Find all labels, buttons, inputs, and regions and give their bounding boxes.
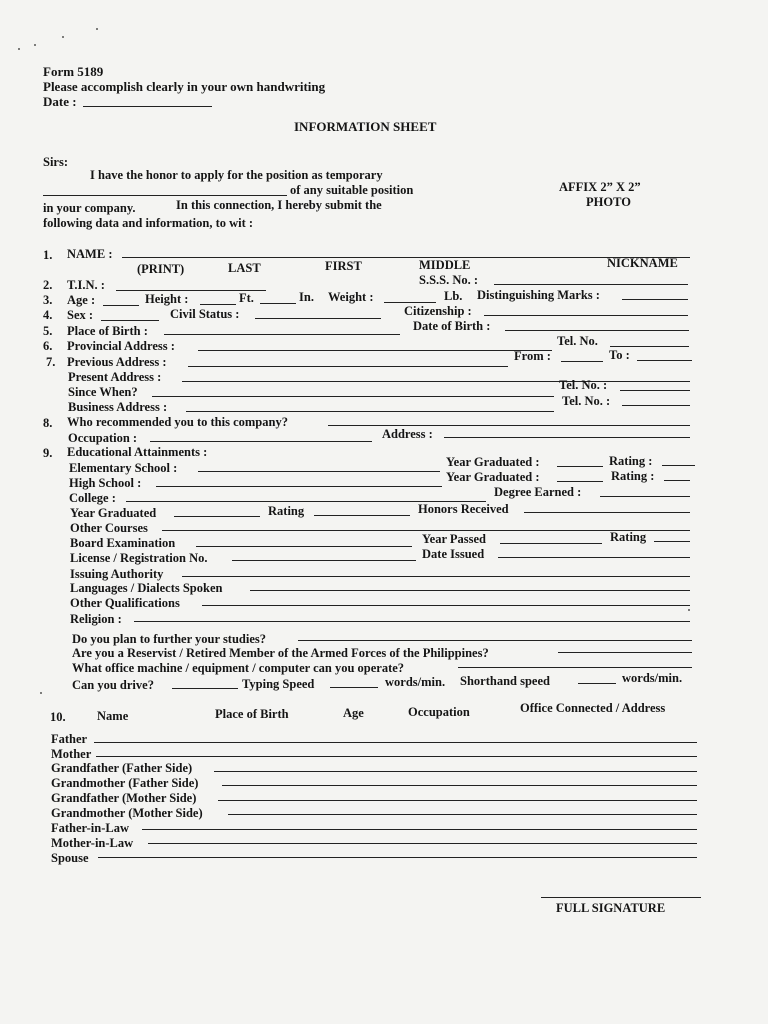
further-studies-label: Do you plan to further your studies? [72,632,267,646]
citizenship-field[interactable] [484,315,688,316]
year-passed-field[interactable] [500,543,602,544]
place-of-birth-field[interactable] [164,334,400,335]
business-tel-label: Tel. No. : [562,394,611,408]
family-header-office-address: Office Connected / Address [520,701,666,715]
issuing-authority-field[interactable] [182,576,690,577]
family-row-father-in-law: Father-in-Law [51,821,129,835]
full-signature-label: FULL SIGNATURE [556,901,666,915]
citizenship-label: Citizenship : [404,304,472,318]
height-ft-field[interactable] [200,304,236,305]
elementary-rating-label: Rating : [609,454,653,468]
form-number: Form 5189 [43,64,104,79]
business-address-label: Business Address : [68,400,168,414]
provincial-address-label: Provincial Address : [67,339,175,353]
distinguishing-marks-label: Distinguishing Marks : [477,288,600,302]
name-field[interactable] [122,257,690,258]
family-row-grandmother-father-side: Grandmother (Father Side) [51,776,199,790]
item-number-7: 7. [46,355,56,369]
elementary-year-graduated-label: Year Graduated : [446,455,540,469]
item-number-6: 6. [43,339,53,353]
present-tel-field[interactable] [620,390,690,391]
scan-speck [96,28,98,30]
honors-received-label: Honors Received [418,502,509,516]
recommender-address-label: Address : [382,427,433,441]
high-school-year-field[interactable] [557,481,603,482]
to-label: To : [609,348,630,362]
date-label: Date : [43,94,77,109]
degree-earned-label: Degree Earned : [494,485,582,499]
place-of-birth-label: Place of Birth : [67,324,148,338]
typing-speed-field[interactable] [330,687,378,688]
family-row-grandfather-mother-side-field[interactable] [218,800,697,801]
elementary-year-field[interactable] [557,466,603,467]
family-row-spouse: Spouse [51,851,89,865]
family-row-father-in-law-field[interactable] [142,829,697,830]
languages-label: Languages / Dialects Spoken [70,581,223,595]
reservist-label: Are you a Reservist / Retired Member of the Armed Forces of the Philippines? [72,646,489,660]
height-in-field[interactable] [260,303,296,304]
family-row-grandmother-father-side-field[interactable] [222,785,697,786]
height-label: Height : [145,292,189,306]
can-drive-label: Can you drive? [72,678,154,692]
signature-line[interactable] [541,897,701,898]
degree-earned-field[interactable] [600,496,690,497]
religion-label: Religion : [70,612,122,626]
family-row-mother-field[interactable] [96,756,697,757]
form-title: INFORMATION SHEET [294,119,437,134]
family-header-name: Name [97,709,129,723]
typing-wpm-label: words/min. [385,675,446,689]
civil-status-label: Civil Status : [170,307,240,321]
board-rating-label: Rating [610,530,647,544]
age-label: Age : [67,293,96,307]
other-qualifications-field[interactable] [202,605,690,606]
office-machine-field[interactable] [458,667,692,668]
present-address-field[interactable] [182,381,690,382]
sss-field[interactable] [494,284,688,285]
board-examination-label: Board Examination [70,536,176,550]
position-field[interactable] [43,195,287,196]
date-issued-field[interactable] [498,557,690,558]
sex-field[interactable] [101,320,159,321]
family-row-mother: Mother [51,747,92,761]
college-rating-label: Rating [268,504,305,518]
family-row-grandfather-mother-side: Grandfather (Mother Side) [51,791,197,805]
item-number-3: 3. [43,293,53,307]
since-when-field[interactable] [152,396,554,397]
family-row-mother-in-law-field[interactable] [148,843,697,844]
intro-line-1: I have the honor to apply for the position as temporary [90,168,383,182]
since-when-label: Since When? [68,385,138,399]
weight-field[interactable] [384,302,436,303]
family-header-place-of-birth: Place of Birth [215,707,289,721]
name-middle-label: MIDDLE [419,258,471,272]
item-number-10: 10. [50,710,66,724]
photo-label-2: PHOTO [586,195,631,209]
shorthand-speed-label: Shorthand speed [460,674,550,688]
date-issued-label: Date Issued [422,547,485,561]
elementary-rating-field[interactable] [662,465,695,466]
family-header-occupation: Occupation [408,705,470,719]
family-row-grandfather-father-side-field[interactable] [214,771,697,772]
business-address-field[interactable] [186,411,554,412]
elementary-school-label: Elementary School : [69,461,178,475]
scan-speck [62,36,64,38]
name-nickname-label: NICKNAME [607,256,678,270]
board-examination-field[interactable] [196,546,412,547]
high-school-label: High School : [69,476,142,490]
recommender-address-field[interactable] [444,437,690,438]
provincial-tel-field[interactable] [610,346,689,347]
license-registration-field[interactable] [232,560,416,561]
item-number-2: 2. [43,278,53,292]
other-courses-label: Other Courses [70,521,148,535]
from-field[interactable] [561,361,603,362]
age-field[interactable] [103,305,139,306]
sss-label: S.S.S. No. : [419,273,479,287]
pounds-label: Lb. [444,289,463,303]
scan-speck [18,48,20,50]
family-row-grandmother-mother-side-field[interactable] [228,814,697,815]
further-studies-field[interactable] [298,640,692,641]
family-row-grandmother-mother-side: Grandmother (Mother Side) [51,806,203,820]
family-row-grandfather-father-side: Grandfather (Father Side) [51,761,193,775]
photo-label: AFFIX 2” X 2” [559,180,641,194]
typing-speed-label: Typing Speed [242,677,315,691]
provincial-address-field[interactable] [198,350,552,351]
previous-address-label: Previous Address : [67,355,167,369]
feet-label: Ft. [239,291,254,305]
educational-attainments-label: Educational Attainments : [67,445,208,459]
high-school-rating-field[interactable] [664,480,690,481]
religion-field[interactable] [134,621,690,622]
scan-speck [40,692,42,694]
languages-field[interactable] [250,590,690,591]
shorthand-wpm-label: words/min. [622,671,683,685]
item-number-8: 8. [43,416,53,430]
provincial-tel-label: Tel. No. [557,334,598,348]
recommended-by-label: Who recommended you to this company? [67,415,288,429]
distinguishing-marks-field[interactable] [622,299,688,300]
inches-label: In. [299,290,314,304]
name-label: NAME : [67,247,113,261]
office-machine-label: What office machine / equipment / computer can you operate? [72,661,405,675]
business-tel-field[interactable] [622,405,690,406]
to-field[interactable] [637,360,692,361]
item-number-1: 1. [43,248,53,262]
name-first-label: FIRST [325,259,362,273]
board-rating-field[interactable] [654,541,690,542]
high-school-year-graduated-label: Year Graduated : [446,470,540,484]
shorthand-speed-field[interactable] [578,683,616,684]
intro-line-4: following data and information, to wit : [43,216,254,230]
family-header-age: Age [343,706,364,720]
family-row-father: Father [51,732,88,746]
form-instruction: Please accomplish clearly in your own handwriting [43,79,326,94]
family-row-father-field[interactable] [94,742,697,743]
reservist-field[interactable] [558,652,692,653]
college-year-graduated-label: Year Graduated [70,506,157,520]
from-label: From : [514,349,551,363]
intro-line-3a: in your company. [43,201,136,215]
tin-label: T.I.N. : [67,278,105,292]
high-school-rating-label: Rating : [611,469,655,483]
present-address-label: Present Address : [68,370,162,384]
high-school-field[interactable] [156,486,442,487]
item-number-5: 5. [43,324,53,338]
other-qualifications-label: Other Qualifications [70,596,180,610]
sex-label: Sex : [67,308,94,322]
intro-line-3b: In this connection, I hereby submit the [176,198,382,212]
item-number-9: 9. [43,446,53,460]
date-field[interactable] [83,106,212,107]
date-of-birth-label: Date of Birth : [413,319,491,333]
previous-address-field[interactable] [188,366,508,367]
college-year-field[interactable] [174,516,260,517]
date-of-birth-field[interactable] [505,330,689,331]
name-last-label: LAST [228,261,261,275]
civil-status-field[interactable] [255,318,381,319]
present-tel-label: Tel. No. : [559,378,608,392]
license-registration-label: License / Registration No. [70,551,208,565]
family-row-mother-in-law: Mother-in-Law [51,836,134,850]
issuing-authority-label: Issuing Authority [70,567,164,581]
family-row-spouse-field[interactable] [98,857,697,858]
honors-received-field[interactable] [524,512,690,513]
weight-label: Weight : [328,290,374,304]
intro-line-2: of any suitable position [290,183,414,197]
recommender-occupation-label: Occupation : [68,431,138,445]
salutation: Sirs: [43,155,68,169]
elementary-school-field[interactable] [198,471,440,472]
year-passed-label: Year Passed [422,532,487,546]
recommended-by-field[interactable] [328,425,690,426]
college-label: College : [69,491,116,505]
item-number-4: 4. [43,308,53,322]
college-rating-field[interactable] [314,515,410,516]
recommender-occupation-field[interactable] [150,441,372,442]
name-print-label: (PRINT) [137,262,185,276]
can-drive-field[interactable] [172,688,238,689]
scan-speck [34,44,36,46]
scan-speck [688,609,690,611]
